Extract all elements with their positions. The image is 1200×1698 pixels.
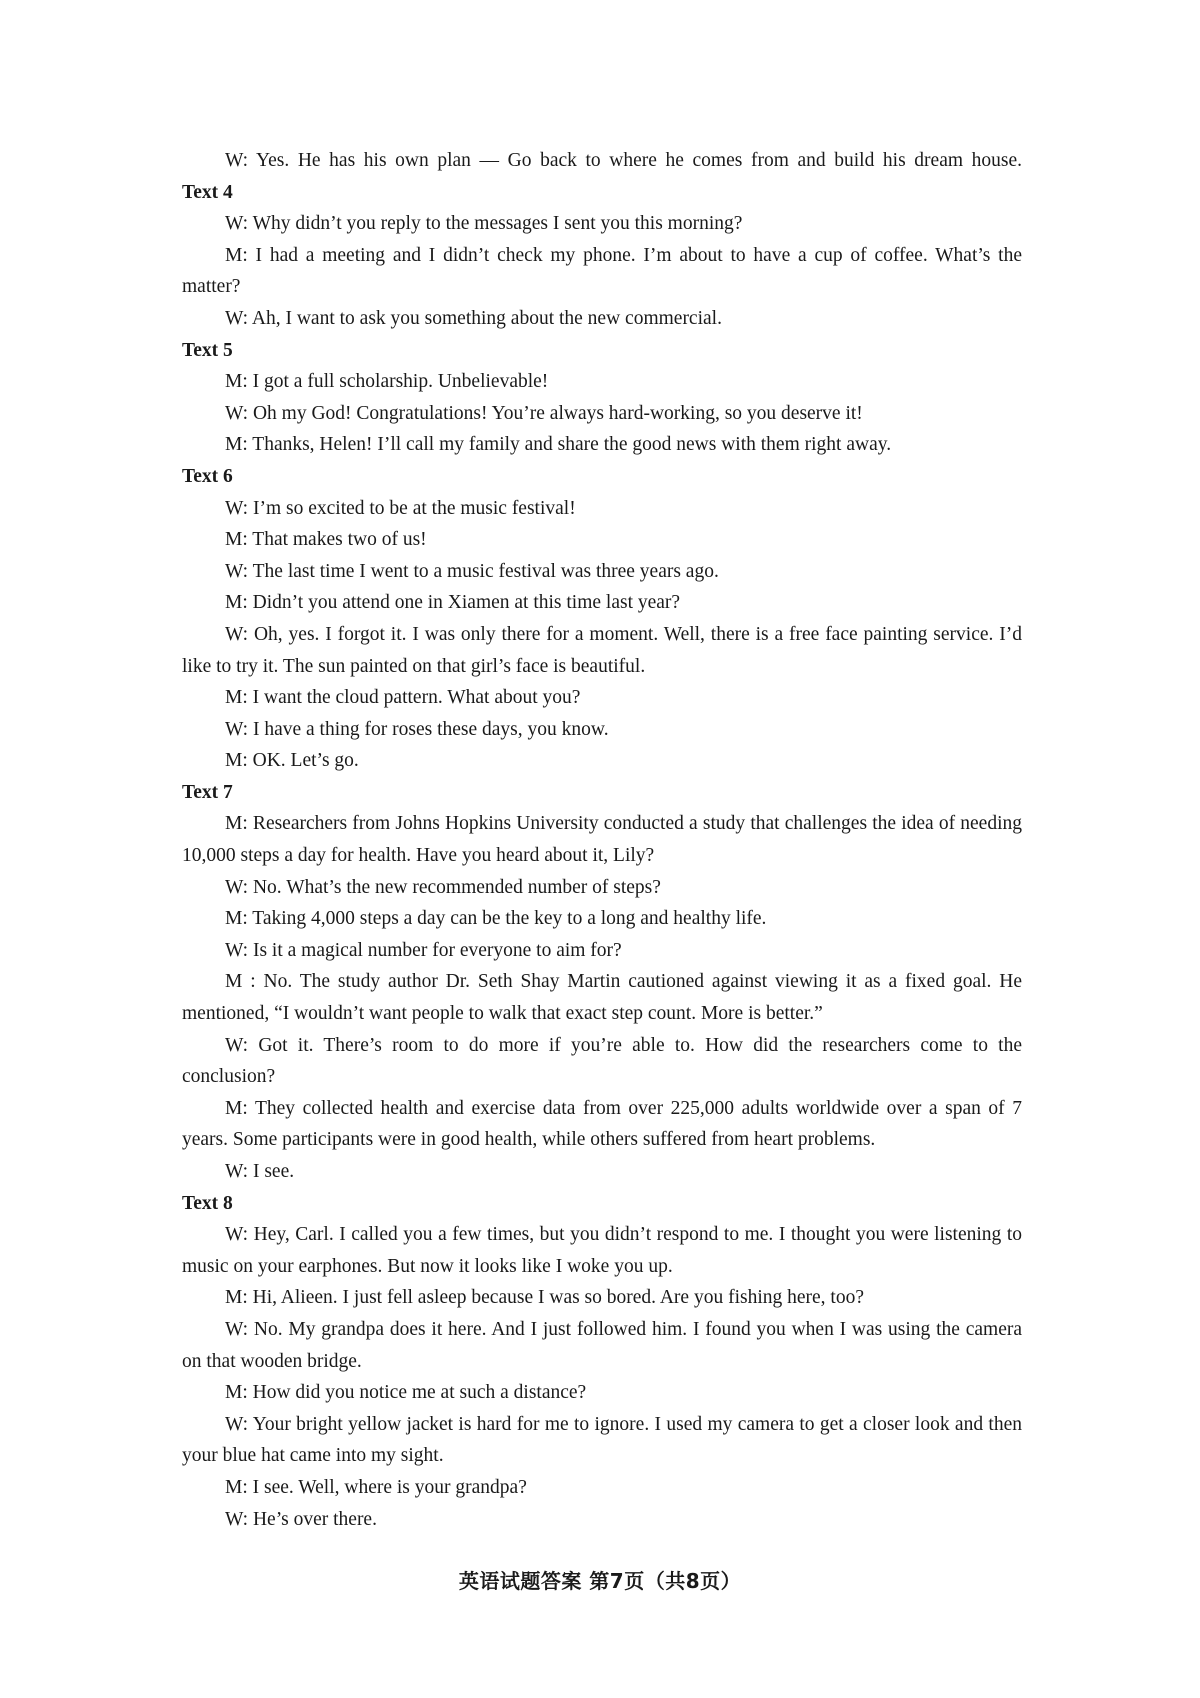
section-heading: Text 6 (182, 465, 233, 487)
dialogue-line: W: Got it. There’s room to do more if you’re able to. How did the researchers come to the conclusion? (182, 1034, 1022, 1088)
dialogue-line: W: Your bright yellow jacket is hard for me to ignore. I used my camera to get a closer look and then your blue hat came into my sight. (182, 1413, 1022, 1467)
dialogue-line: M: How did you notice me at such a distance? (225, 1382, 587, 1404)
dialogue-line: W: Is it a magical number for everyone to aim for? (225, 939, 622, 961)
dialogue-line: M: I want the cloud pattern. What about you? (225, 687, 581, 709)
dialogue-line: W: Why didn’t you reply to the messages I sent you this morning? (225, 213, 743, 235)
section-heading: Text 4 (182, 181, 233, 203)
dialogue-line: M: I see. Well, where is your grandpa? (225, 1476, 527, 1498)
dialogue-line: M: I had a meeting and I didn’t check my phone. I’m about to have a cup of coffee. What’s the matter? (182, 244, 1022, 298)
dialogue-line: W: I see. (225, 1161, 295, 1182)
dialogue-line: W: I have a thing for roses these days, you know. (225, 718, 609, 740)
dialogue-line: W: Ah, I want to ask you something about the new commercial. (225, 307, 722, 329)
dialogue-line: M: Researchers from Johns Hopkins University conducted a study that challenges the idea of needing 10,000 steps a day for health. Have you heard about it, Lily? (182, 813, 1022, 867)
dialogue-line: M: That makes two of us! (225, 529, 427, 551)
document-body (182, 145, 1022, 1535)
dialogue-line: M: Taking 4,000 steps a day can be the key to a long and healthy life. (225, 908, 767, 930)
dialogue-line: W: He’s over there. (225, 1508, 377, 1530)
dialogue-line: M: I got a full scholarship. Unbelievable! (225, 371, 549, 393)
dialogue-line: W: Oh my God! Congratulations! You’re always hard-working, so you deserve it! (225, 402, 863, 424)
section-heading: Text 5 (182, 339, 233, 361)
dialogue-line: W: Hey, Carl. I called you a few times, but you didn’t respond to me. I thought you were listening to music on your earphones. But now it looks like I woke you up. (182, 1224, 1022, 1277)
dialogue-line: M: Thanks, Helen! I’ll call my family and share the good news with them right away. (225, 434, 892, 456)
dialogue-line: M: They collected health and exercise data from over 225,000 adults worldwide over a span of 7 years. Some participants were in good health, while others suffered from heart problems. (182, 1097, 1022, 1151)
dialogue-line: M : No. The study author Dr. Seth Shay Martin cautioned against viewing it as a fixed goal. He mentioned, “I wouldn’t want people to walk that exact step count. More is better.” (182, 971, 1022, 1025)
dialogue-line: M: Hi, Alieen. I just fell asleep because I was so bored. Are you fishing here, too? (225, 1287, 864, 1309)
dialogue-line: M: OK. Let’s go. (225, 750, 359, 772)
dialogue-line: W: The last time I went to a music festival was three years ago. (225, 560, 719, 582)
section-heading: Text 8 (182, 1192, 233, 1214)
dialogue-line: W: Yes. He has his own plan — Go back to where he comes from and build his dream house. (225, 150, 1022, 171)
dialogue-line: W: I’m so excited to be at the music festival! (225, 497, 576, 519)
dialogue-line: M: Didn’t you attend one in Xiamen at this time last year? (225, 592, 681, 614)
dialogue-line: W: No. My grandpa does it here. And I just followed him. I found you when I was using the camera on that wooden bridge. (182, 1318, 1022, 1372)
page-footer: 英语试题答案 第7页（共8页） (458, 1569, 742, 1593)
dialogue-line: W: Oh, yes. I forgot it. I was only there for a moment. Well, there is a free face painting service. I’d like to try it. The sun painted on that girl’s face is beautiful. (182, 623, 1022, 677)
section-heading: Text 7 (182, 781, 233, 803)
dialogue-line: W: No. What’s the new recommended number of steps? (225, 876, 661, 898)
